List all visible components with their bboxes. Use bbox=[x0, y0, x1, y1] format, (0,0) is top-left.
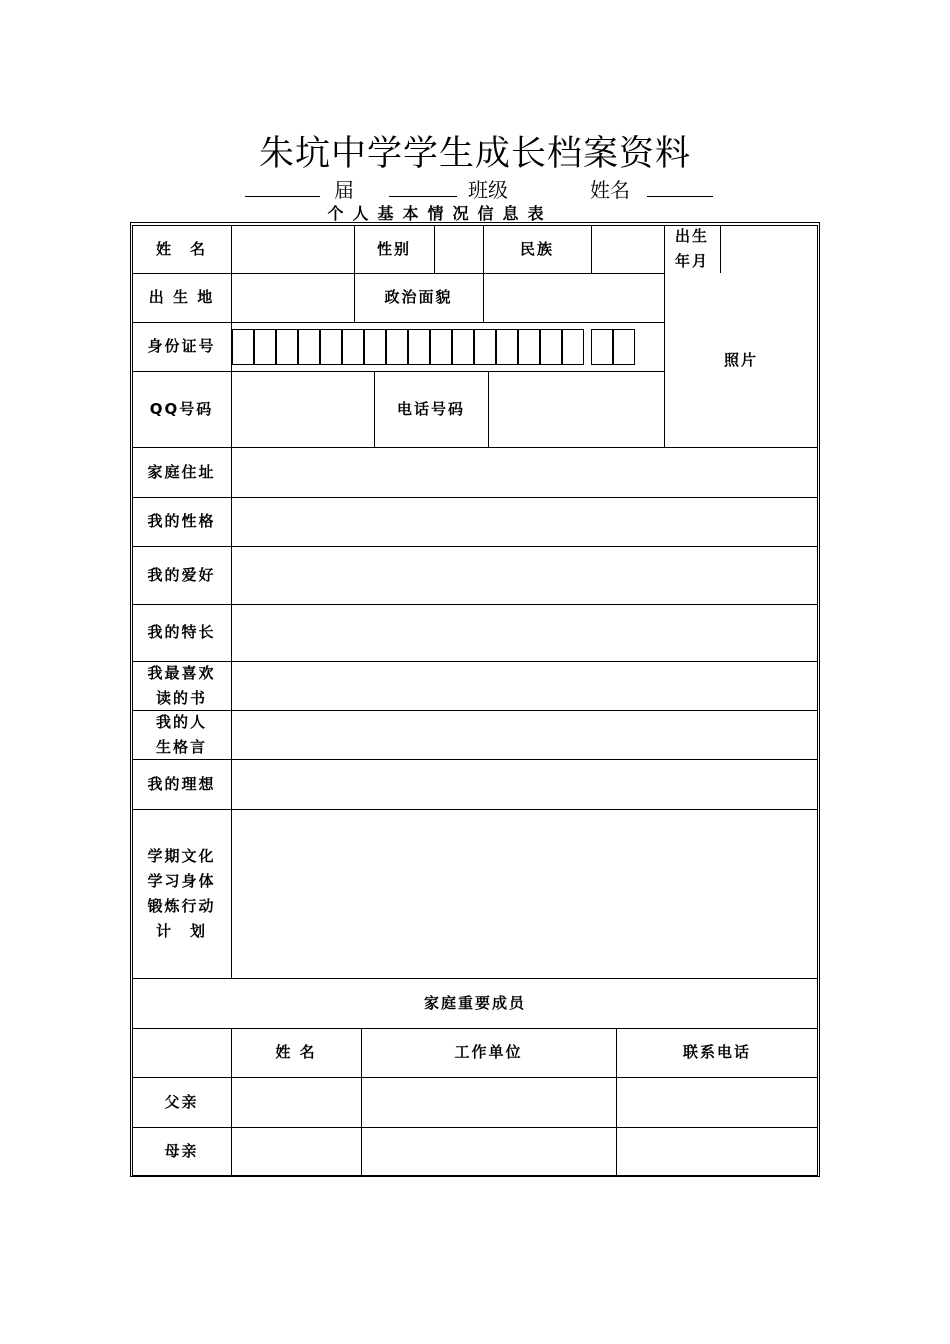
label-qq: QQ号码 bbox=[149, 399, 214, 418]
session-label: 届 bbox=[334, 178, 354, 202]
family-row-mother: 母亲 bbox=[164, 1142, 199, 1160]
label-name: 姓 名 bbox=[155, 239, 207, 258]
label-political-status: 政治面貌 bbox=[384, 288, 453, 306]
id-digit-box[interactable] bbox=[342, 329, 364, 365]
id-digit-box[interactable] bbox=[452, 329, 474, 365]
label-birthplace: 出 生 地 bbox=[148, 288, 215, 306]
id-digit-box[interactable] bbox=[496, 329, 518, 365]
session-blank[interactable] bbox=[245, 196, 320, 197]
header-fields bbox=[0, 172, 950, 202]
row-line bbox=[132, 447, 818, 448]
id-digit-box[interactable] bbox=[386, 329, 408, 365]
family-header-name: 姓 名 bbox=[275, 1043, 317, 1061]
row-line bbox=[132, 604, 818, 605]
id-digit-box[interactable] bbox=[232, 329, 254, 365]
id-digit-box[interactable] bbox=[562, 329, 584, 365]
family-header-phone: 联系电话 bbox=[682, 1043, 751, 1061]
table-subtitle: 个人基本情况信息表 bbox=[327, 204, 553, 223]
row-line bbox=[132, 759, 818, 760]
col-line bbox=[434, 225, 435, 273]
name-label: 姓名 bbox=[590, 178, 630, 202]
id-digit-box[interactable] bbox=[254, 329, 276, 365]
row-line bbox=[132, 1127, 818, 1128]
label-ideal: 我的理想 bbox=[147, 774, 216, 793]
col-line bbox=[488, 371, 489, 447]
label-photo: 照片 bbox=[723, 350, 758, 369]
id-digit-box[interactable] bbox=[408, 329, 430, 365]
document-title: 朱坑中学学生成长档案资料 bbox=[258, 134, 691, 174]
label-motto: 我的人 生格言 bbox=[155, 712, 207, 756]
id-digit-box[interactable] bbox=[276, 329, 298, 365]
family-section-title: 家庭重要成员 bbox=[423, 993, 526, 1012]
row-line bbox=[132, 661, 818, 662]
label-birth-date: 出生 年月 bbox=[674, 227, 709, 270]
label-gender: 性别 bbox=[376, 239, 411, 258]
label-favorite-book: 我最喜欢 读的书 bbox=[147, 663, 216, 707]
label-address: 家庭住址 bbox=[147, 462, 216, 481]
row-line bbox=[132, 710, 818, 711]
row-line bbox=[132, 497, 818, 498]
label-personality: 我的性格 bbox=[147, 512, 216, 530]
id-digit-box[interactable] bbox=[430, 329, 452, 365]
label-phone: 电话号码 bbox=[396, 399, 465, 418]
label-ethnicity: 民族 bbox=[519, 239, 554, 258]
label-plan: 学期文化 学习身体 锻炼行动 计 划 bbox=[147, 846, 216, 940]
id-digit-box[interactable] bbox=[540, 329, 562, 365]
id-digit-box[interactable] bbox=[364, 329, 386, 365]
class-label: 班级 bbox=[468, 178, 508, 202]
family-header-employer: 工作单位 bbox=[454, 1043, 523, 1061]
col-line bbox=[720, 225, 721, 273]
row-line bbox=[132, 1077, 818, 1078]
label-id-number: 身份证号 bbox=[147, 337, 216, 355]
row-line bbox=[132, 546, 818, 547]
col-line bbox=[591, 225, 592, 273]
family-row-father: 父亲 bbox=[164, 1092, 199, 1111]
id-digit-box[interactable] bbox=[518, 329, 540, 365]
label-hobby: 我的爱好 bbox=[147, 565, 216, 584]
name-blank[interactable] bbox=[647, 196, 713, 197]
row-line bbox=[132, 809, 818, 810]
id-digit-box[interactable] bbox=[613, 329, 635, 365]
id-digit-box[interactable] bbox=[591, 329, 613, 365]
class-blank[interactable] bbox=[389, 196, 457, 197]
label-talent: 我的特长 bbox=[147, 623, 216, 641]
id-digit-box[interactable] bbox=[320, 329, 342, 365]
id-digit-box[interactable] bbox=[474, 329, 496, 365]
id-digit-box[interactable] bbox=[298, 329, 320, 365]
